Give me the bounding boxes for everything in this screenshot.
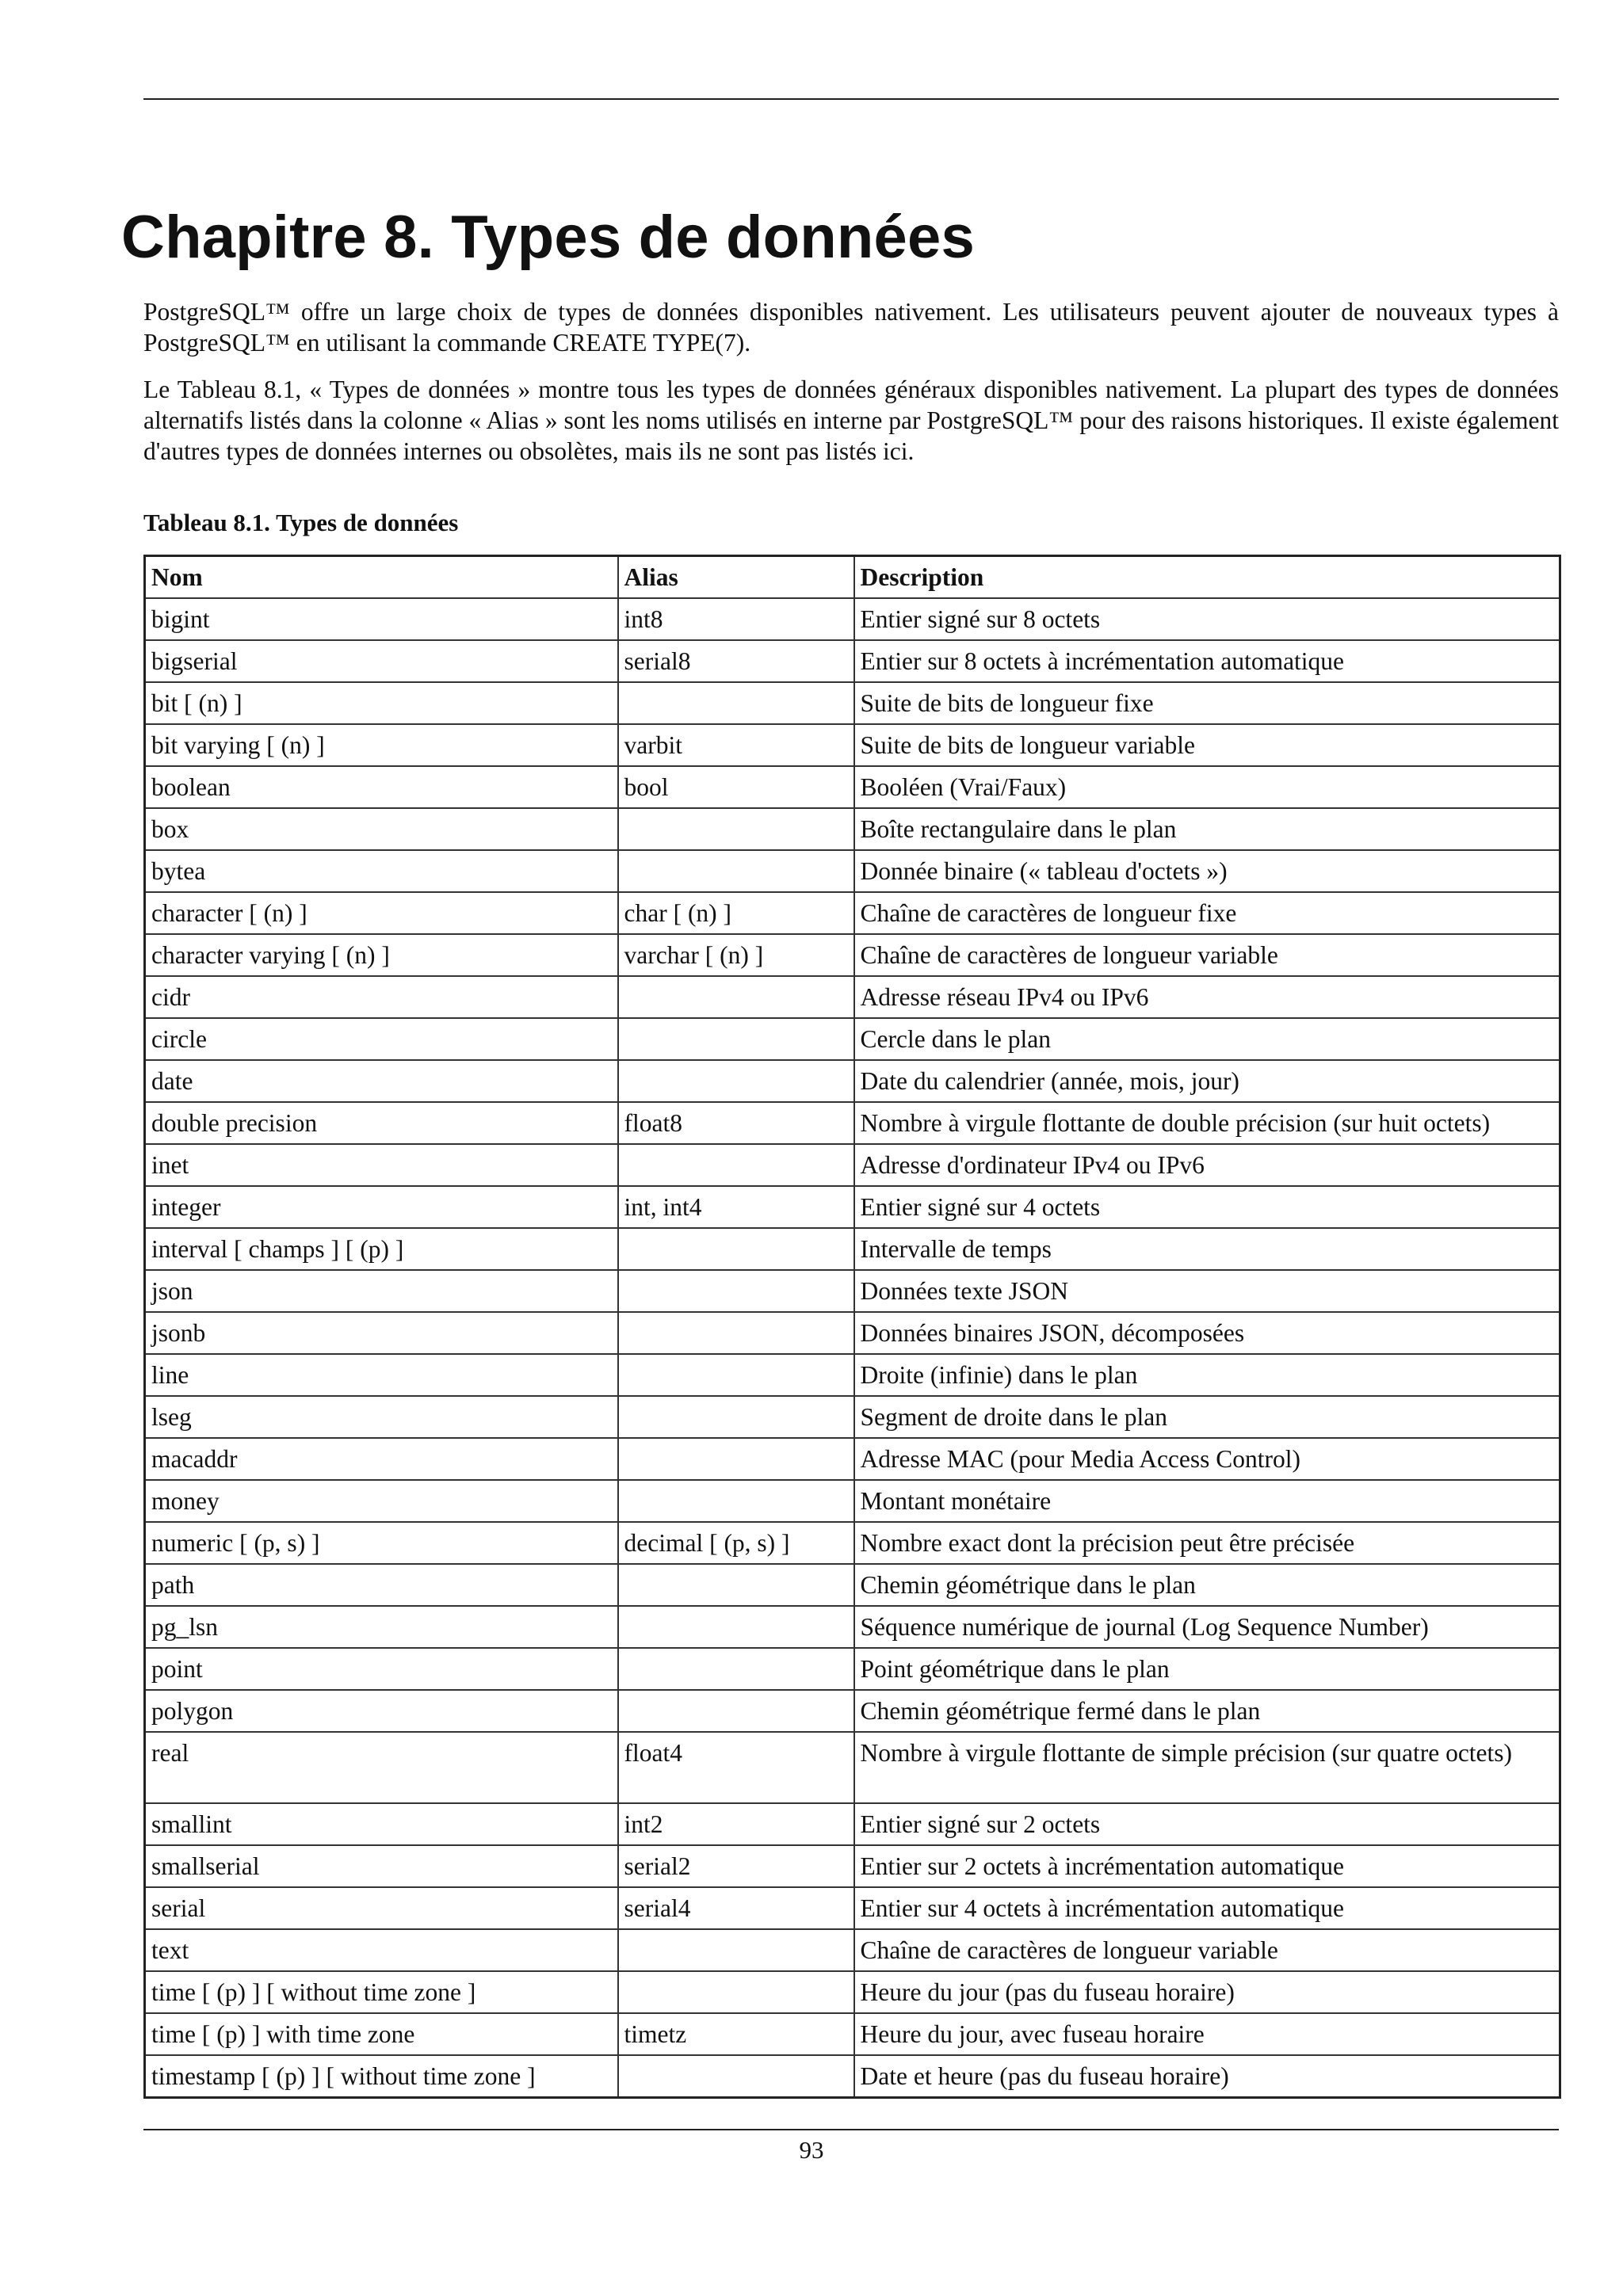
cell-description: Entier signé sur 4 octets bbox=[854, 1186, 1560, 1228]
table-row bbox=[145, 1270, 1560, 1312]
table-header-row bbox=[145, 556, 1560, 599]
table-row bbox=[145, 1018, 1560, 1060]
cell-alias bbox=[618, 1354, 854, 1396]
cell-alias bbox=[618, 1396, 854, 1438]
cell-alias bbox=[618, 1929, 854, 1971]
cell-nom: character [ (n) ] bbox=[145, 892, 618, 934]
cell-nom: bytea bbox=[145, 850, 618, 892]
cell-alias: decimal [ (p, s) ] bbox=[618, 1522, 854, 1564]
cell-nom: jsonb bbox=[145, 1312, 618, 1354]
intro-paragraph-1: PostgreSQL™ offre un large choix de types de données disponibles nativement. Les utilisateurs peuvent ajouter de nouveaux types à PostgreSQL™ en utilisant la commande CREATE TYPE(7). bbox=[143, 298, 1559, 357]
cell-nom: cidr bbox=[145, 976, 618, 1018]
cell-nom: bit [ (n) ] bbox=[145, 682, 618, 724]
table-row bbox=[145, 1060, 1560, 1102]
cell-description: Nombre exact dont la précision peut être précisée bbox=[854, 1522, 1560, 1564]
cell-nom: numeric [ (p, s) ] bbox=[145, 1522, 618, 1564]
cell-alias bbox=[618, 682, 854, 724]
cell-alias: timetz bbox=[618, 2013, 854, 2055]
cell-nom: circle bbox=[145, 1018, 618, 1060]
table-row bbox=[145, 1438, 1560, 1480]
cell-description: Boîte rectangulaire dans le plan bbox=[854, 808, 1560, 850]
cell-nom: bigint bbox=[145, 598, 618, 640]
cell-nom: bigserial bbox=[145, 640, 618, 682]
cell-description: Heure du jour, avec fuseau horaire bbox=[854, 2013, 1560, 2055]
cell-alias bbox=[618, 1060, 854, 1102]
cell-nom: lseg bbox=[145, 1396, 618, 1438]
table-row bbox=[145, 1606, 1560, 1648]
cell-nom: real bbox=[145, 1732, 618, 1803]
header-alias: Alias bbox=[618, 556, 854, 599]
table-row bbox=[145, 1732, 1560, 1803]
cell-alias: serial8 bbox=[618, 640, 854, 682]
cell-alias bbox=[618, 808, 854, 850]
cell-alias: int, int4 bbox=[618, 1186, 854, 1228]
cell-description: Entier sur 4 octets à incrémentation automatique bbox=[854, 1887, 1560, 1929]
cell-description: Suite de bits de longueur variable bbox=[854, 724, 1560, 766]
table-row bbox=[145, 808, 1560, 850]
intro-paragraph-2: Le Tableau 8.1, « Types de données » montre tous les types de données généraux disponibles nativement. La plupart des types de données alternatifs listés dans la colonne « Alias » sont les noms utilisés en interne par PostgreSQL™ pour des raisons historiques. Il existe également d'autres types de données internes ou obsolètes, mais ils ne sont pas listés ici. bbox=[143, 376, 1559, 465]
cell-description: Booléen (Vrai/Faux) bbox=[854, 766, 1560, 808]
cell-alias bbox=[618, 1228, 854, 1270]
cell-alias bbox=[618, 1564, 854, 1606]
cell-description: Données binaires JSON, décomposées bbox=[854, 1312, 1560, 1354]
cell-nom: text bbox=[145, 1929, 618, 1971]
cell-alias: float4 bbox=[618, 1732, 854, 1803]
cell-alias: varbit bbox=[618, 724, 854, 766]
cell-alias bbox=[618, 1606, 854, 1648]
cell-nom: serial bbox=[145, 1887, 618, 1929]
table-row bbox=[145, 1845, 1560, 1887]
table-row bbox=[145, 1480, 1560, 1522]
cell-description: Cercle dans le plan bbox=[854, 1018, 1560, 1060]
cell-alias bbox=[618, 1018, 854, 1060]
cell-description: Entier sur 8 octets à incrémentation automatique bbox=[854, 640, 1560, 682]
cell-description: Adresse d'ordinateur IPv4 ou IPv6 bbox=[854, 1144, 1560, 1186]
chapter-title: Chapitre 8. Types de données bbox=[121, 204, 975, 271]
cell-nom: macaddr bbox=[145, 1438, 618, 1480]
cell-alias: int8 bbox=[618, 598, 854, 640]
table-row bbox=[145, 850, 1560, 892]
cell-alias: varchar [ (n) ] bbox=[618, 934, 854, 976]
table-row bbox=[145, 1648, 1560, 1690]
table-row bbox=[145, 682, 1560, 724]
cell-nom: timestamp [ (p) ] [ without time zone ] bbox=[145, 2055, 618, 2098]
cell-alias bbox=[618, 850, 854, 892]
cell-alias bbox=[618, 1648, 854, 1690]
cell-description: Données texte JSON bbox=[854, 1270, 1560, 1312]
table-row bbox=[145, 1522, 1560, 1564]
table-row bbox=[145, 976, 1560, 1018]
table-row bbox=[145, 1144, 1560, 1186]
table-row bbox=[145, 1396, 1560, 1438]
cell-alias bbox=[618, 1270, 854, 1312]
cell-description: Droite (infinie) dans le plan bbox=[854, 1354, 1560, 1396]
table-row bbox=[145, 724, 1560, 766]
cell-description: Date et heure (pas du fuseau horaire) bbox=[854, 2055, 1560, 2098]
cell-nom: smallint bbox=[145, 1803, 618, 1845]
cell-description: Chemin géométrique fermé dans le plan bbox=[854, 1690, 1560, 1732]
cell-description: Séquence numérique de journal (Log Sequence Number) bbox=[854, 1606, 1560, 1648]
table-row bbox=[145, 1929, 1560, 1971]
header-rule bbox=[143, 98, 1559, 100]
table-row bbox=[145, 1690, 1560, 1732]
cell-nom: smallserial bbox=[145, 1845, 618, 1887]
table-row bbox=[145, 2013, 1560, 2055]
table-row bbox=[145, 1803, 1560, 1845]
footer-rule bbox=[143, 2129, 1559, 2130]
table-body bbox=[145, 598, 1560, 2098]
table-row bbox=[145, 766, 1560, 808]
cell-alias: int2 bbox=[618, 1803, 854, 1845]
cell-description: Chemin géométrique dans le plan bbox=[854, 1564, 1560, 1606]
cell-description: Donnée binaire (« tableau d'octets ») bbox=[854, 850, 1560, 892]
cell-nom: line bbox=[145, 1354, 618, 1396]
header-nom: Nom bbox=[145, 556, 618, 599]
table-title: Tableau 8.1. Types de données bbox=[143, 509, 459, 536]
cell-alias bbox=[618, 2055, 854, 2098]
cell-description: Entier signé sur 8 octets bbox=[854, 598, 1560, 640]
cell-description: Suite de bits de longueur fixe bbox=[854, 682, 1560, 724]
cell-description: Chaîne de caractères de longueur variable bbox=[854, 1929, 1560, 1971]
cell-nom: time [ (p) ] with time zone bbox=[145, 2013, 618, 2055]
cell-nom: time [ (p) ] [ without time zone ] bbox=[145, 1971, 618, 2013]
cell-description: Entier signé sur 2 octets bbox=[854, 1803, 1560, 1845]
cell-description: Nombre à virgule flottante de double précision (sur huit octets) bbox=[854, 1102, 1560, 1144]
cell-nom: path bbox=[145, 1564, 618, 1606]
table-row bbox=[145, 1228, 1560, 1270]
cell-description: Segment de droite dans le plan bbox=[854, 1396, 1560, 1438]
cell-description: Intervalle de temps bbox=[854, 1228, 1560, 1270]
header-description: Description bbox=[854, 556, 1560, 599]
cell-description: Nombre à virgule flottante de simple précision (sur quatre octets) bbox=[854, 1732, 1560, 1803]
cell-alias bbox=[618, 1144, 854, 1186]
table-row bbox=[145, 1564, 1560, 1606]
page-number: 93 bbox=[799, 2136, 824, 2164]
table-row bbox=[145, 1354, 1560, 1396]
cell-description: Adresse MAC (pour Media Access Control) bbox=[854, 1438, 1560, 1480]
cell-nom: character varying [ (n) ] bbox=[145, 934, 618, 976]
cell-alias bbox=[618, 1480, 854, 1522]
table-row bbox=[145, 1186, 1560, 1228]
cell-nom: box bbox=[145, 808, 618, 850]
data-types-table bbox=[143, 555, 1561, 2099]
cell-alias bbox=[618, 1690, 854, 1732]
cell-alias bbox=[618, 1438, 854, 1480]
cell-nom: polygon bbox=[145, 1690, 618, 1732]
cell-nom: interval [ champs ] [ (p) ] bbox=[145, 1228, 618, 1270]
cell-nom: integer bbox=[145, 1186, 618, 1228]
cell-description: Chaîne de caractères de longueur variable bbox=[854, 934, 1560, 976]
cell-alias: char [ (n) ] bbox=[618, 892, 854, 934]
table-row bbox=[145, 892, 1560, 934]
table-row bbox=[145, 934, 1560, 976]
cell-nom: point bbox=[145, 1648, 618, 1690]
cell-description: Chaîne de caractères de longueur fixe bbox=[854, 892, 1560, 934]
cell-alias: bool bbox=[618, 766, 854, 808]
cell-nom: boolean bbox=[145, 766, 618, 808]
table-row bbox=[145, 598, 1560, 640]
cell-alias bbox=[618, 1312, 854, 1354]
cell-nom: pg_lsn bbox=[145, 1606, 618, 1648]
cell-nom: money bbox=[145, 1480, 618, 1522]
cell-alias: serial2 bbox=[618, 1845, 854, 1887]
cell-alias: serial4 bbox=[618, 1887, 854, 1929]
table-row bbox=[145, 1971, 1560, 2013]
cell-nom: double precision bbox=[145, 1102, 618, 1144]
cell-nom: date bbox=[145, 1060, 618, 1102]
table-row bbox=[145, 1312, 1560, 1354]
cell-description: Heure du jour (pas du fuseau horaire) bbox=[854, 1971, 1560, 2013]
cell-nom: inet bbox=[145, 1144, 618, 1186]
cell-alias bbox=[618, 976, 854, 1018]
cell-description: Point géométrique dans le plan bbox=[854, 1648, 1560, 1690]
cell-nom: json bbox=[145, 1270, 618, 1312]
cell-description: Entier sur 2 octets à incrémentation automatique bbox=[854, 1845, 1560, 1887]
cell-description: Montant monétaire bbox=[854, 1480, 1560, 1522]
table-row bbox=[145, 1102, 1560, 1144]
cell-alias bbox=[618, 1971, 854, 2013]
table-row bbox=[145, 2055, 1560, 2098]
table-row bbox=[145, 640, 1560, 682]
cell-description: Adresse réseau IPv4 ou IPv6 bbox=[854, 976, 1560, 1018]
cell-nom: bit varying [ (n) ] bbox=[145, 724, 618, 766]
table-row bbox=[145, 1887, 1560, 1929]
cell-description: Date du calendrier (année, mois, jour) bbox=[854, 1060, 1560, 1102]
cell-alias: float8 bbox=[618, 1102, 854, 1144]
